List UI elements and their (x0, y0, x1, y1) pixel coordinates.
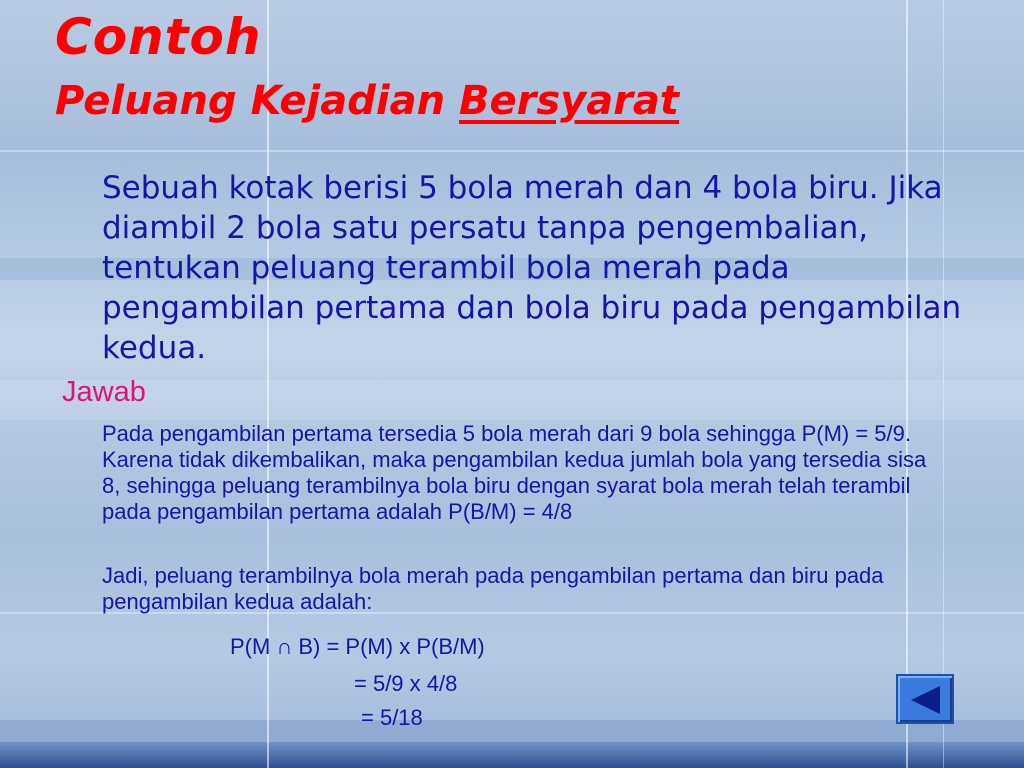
slide-title: Contoh (55, 8, 262, 66)
equation-line-1: P(M ∩ B) = P(M) x P(B/M) (230, 634, 485, 659)
bottom-band (0, 742, 1024, 768)
subtitle-text: Peluang Kejadian (55, 78, 446, 124)
answer-paragraph-2: Jadi, peluang terambilnya bola merah pada pengambilan pertama dan biru pada pengambilan kedua adalah: (102, 563, 884, 614)
equation-line-3: = 5/18 (361, 705, 423, 730)
background-band (0, 380, 1024, 420)
decor-line (906, 0, 908, 768)
decor-line (0, 150, 1024, 152)
answer-paragraph-1: Pada pengambilan pertama tersedia 5 bola merah dari 9 bola sehingga P(M) = 5/9. Karena tidak dikembalikan, maka pengambilan kedua jumlah bola yang tersedia sisa 8, sehingga peluang terambilnya bola biru dengan syarat bola merah telah terambil pada pengambilan pertama adalah P(B/M) = 4/8 (102, 421, 927, 524)
decor-line (943, 0, 944, 768)
background-band (0, 720, 1024, 742)
slide-subtitle (55, 78, 679, 124)
answer-heading: Jawab (62, 376, 146, 408)
back-button[interactable] (896, 674, 954, 724)
equation-line-2: = 5/9 x 4/8 (354, 671, 458, 696)
problem-text: Sebuah kotak berisi 5 bola merah dan 4 bola biru. Jika diambil 2 bola satu persatu tanpa pengembalian, tentukan peluang terambil bola merah pada pengambilan pertama dan bola biru pada pengambilan kedua. (102, 170, 962, 366)
subtitle-emphasis: Bersyarat (458, 78, 680, 124)
triangle-left-icon (908, 684, 944, 716)
